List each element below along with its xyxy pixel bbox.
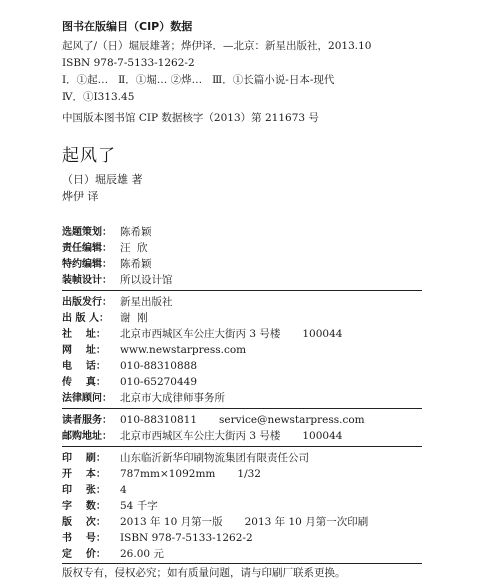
field-value: www.newstarpress.com [120,344,247,356]
field-label: 字 数： [62,501,106,512]
field-value: 山东临沂新华印刷物流集团有限责任公司 [120,452,309,464]
field-value: 2013 年 10 月第一版 [120,516,223,528]
publisher-row [62,359,197,374]
field-label: 电 话： [62,361,106,372]
field-value: 陈希颖 [120,226,152,238]
divider [62,563,422,564]
book-translator: 烨伊 译 [62,190,99,203]
field-label: 选题策划： [62,227,112,238]
print-run: 2013 年 10 月第一次印刷 [244,516,369,528]
field-label: 责任编辑： [62,243,112,254]
field-value: 所以设计馆 [120,274,173,286]
publisher-row [62,295,173,310]
editor-row [62,225,152,240]
field-label: 书 号： [62,533,106,544]
field-value: ISBN 978-7-5133-1262-2 [120,532,253,544]
cip-isbn: ISBN 978-7-5133-1262-2 [62,57,195,69]
editor-row [62,241,148,256]
field-value: 汪 欣 [120,242,148,254]
cip-verification-number: 中国版本图书馆 CIP 数据核字（2013）第 211673 号 [62,112,319,124]
publisher-row [62,327,342,342]
format-fraction: 1/32 [237,468,261,480]
printing-row [62,515,368,530]
field-label: 定 价： [62,549,106,560]
field-label: 邮购地址： [62,431,112,442]
publisher-row [62,343,246,358]
field-label: 版 次： [62,517,106,528]
field-value: 新星出版社 [120,296,173,308]
field-value: 4 [120,484,127,496]
field-value: 北京市西城区车公庄大街丙 3 号楼 [120,430,281,442]
printing-row [62,467,261,482]
field-value: 010-65270449 [120,376,198,388]
field-value: 陈希颖 [120,258,152,270]
field-label: 社 址： [62,329,106,340]
service-email: service@newstarpress.com [219,414,365,426]
book-title: 起风了 [62,146,116,166]
field-label: 网 址： [62,345,106,356]
publisher-row [62,375,197,390]
field-value: 54 千字 [120,500,158,512]
printing-row [62,531,253,546]
printing-row [62,499,158,514]
postal-code: 100044 [302,328,343,340]
postal-code: 100044 [302,430,343,442]
service-row [62,429,342,444]
field-label: 装帧设计： [62,275,112,286]
cip-heading: 图书在版编目（CIP）数据 [62,20,193,33]
field-label: 印 张： [62,485,106,496]
divider [62,408,422,409]
book-author: （日）堀辰雄 著 [62,173,143,186]
publisher-row [62,311,148,326]
cip-record-line: 起风了/（日）堀辰雄著；烨伊译．—北京：新星出版社，2013.10 [62,40,372,52]
editor-row [62,257,152,272]
field-value: 010-88310811 [120,414,198,426]
printing-row [62,451,309,466]
field-value: 北京市大成律师事务所 [120,392,225,404]
publisher-row [62,391,225,406]
cip-classification-1: Ⅰ．①起… Ⅱ．①堀… ②烨… Ⅲ．①长篇小说-日本-现代 [62,74,335,86]
printing-row [62,483,127,498]
field-label: 特约编辑： [62,259,112,270]
divider [62,290,422,291]
field-label: 传 真： [62,377,106,388]
field-label: 出版发行： [62,297,112,308]
editor-row [62,273,173,288]
field-label: 法律顾问： [62,393,112,404]
field-value: 787mm×1092mm [120,468,216,480]
field-value: 010-88310888 [120,360,198,372]
field-value: 26.00 元 [120,548,164,560]
field-label: 读者服务： [62,415,112,426]
field-label: 开 本： [62,469,106,480]
divider [62,446,422,447]
printing-row [62,547,164,562]
field-label: 印 刷： [62,453,106,464]
cip-classification-2: Ⅳ．①I313.45 [62,91,135,103]
copyright-notice: 版权专有，侵权必究；如有质量问题，请与印刷厂联系更换。 [62,567,346,579]
field-value: 谢 刚 [120,312,148,324]
field-value: 北京市西城区车公庄大街丙 3 号楼 [120,328,281,340]
field-label: 出 版 人： [62,313,109,324]
service-row [62,413,365,428]
